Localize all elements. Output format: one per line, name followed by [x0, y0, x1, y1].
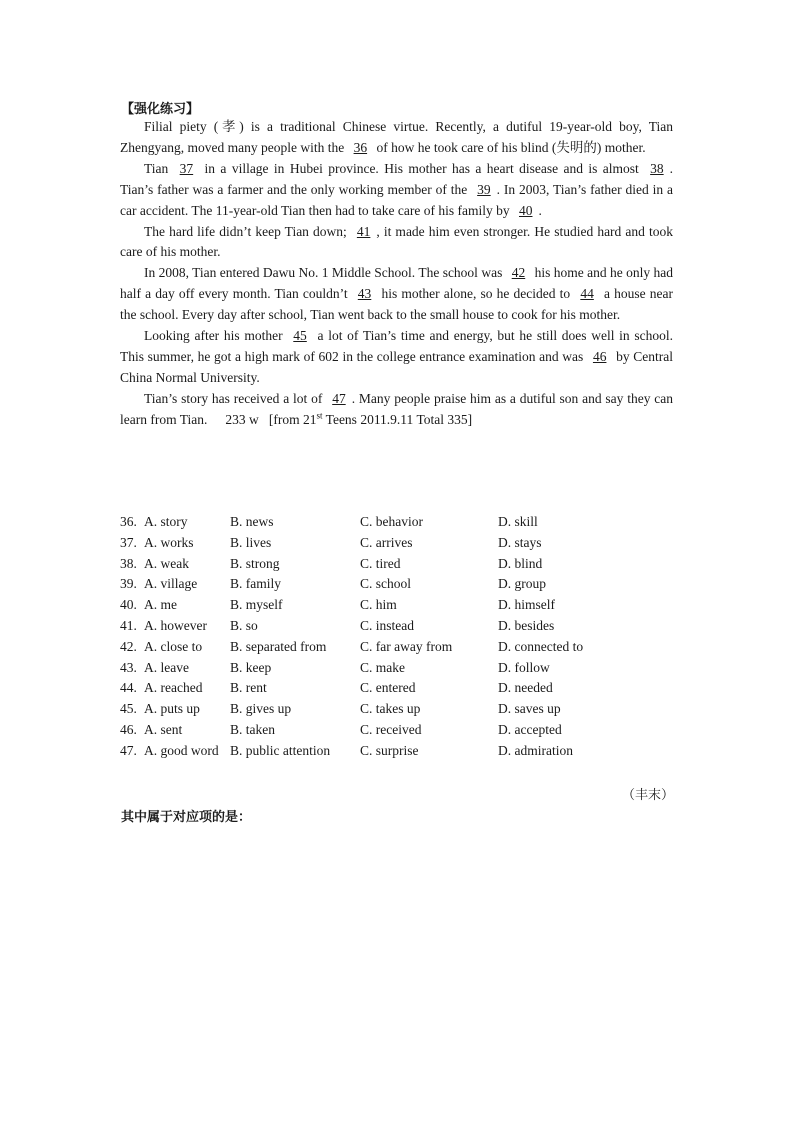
- option-a: A. works: [144, 534, 194, 550]
- option-b: B. myself: [230, 597, 283, 613]
- option-b: B. strong: [230, 555, 280, 571]
- option-d: D. skill: [498, 514, 538, 529]
- author-note: （丰末）: [622, 788, 675, 803]
- option-b: B. public attention: [230, 742, 331, 758]
- text: a house near the school. Every day after school, Tian went back to the small house to cook for his mother.: [120, 286, 673, 323]
- blank-47: 47: [332, 390, 346, 406]
- text: The hard life didn’t keep Tian down;: [144, 223, 351, 239]
- blank-37: 37: [179, 160, 194, 176]
- option-c: C. far away from: [360, 638, 453, 654]
- cloze-passage: [120, 117, 673, 431]
- source-text: Teens 2011.9.11 Total 335]: [322, 411, 473, 427]
- option-c: C. tired: [360, 555, 401, 571]
- text: of how he took care of his blind (失明的) mother.: [373, 139, 646, 155]
- option-c: C. received: [360, 721, 422, 737]
- section-title: 【强化练习】: [121, 102, 200, 117]
- word-count: 233 w: [225, 411, 259, 427]
- option-d: D. connected to: [498, 638, 584, 654]
- option-row-42: [120, 637, 680, 658]
- option-d: D. group: [498, 576, 546, 592]
- option-row-37: [120, 533, 680, 554]
- text: . In 2003, Tian’s father died in a car accident. The 11-year-old Tian then had to take care of his family by: [120, 181, 674, 218]
- option-b: B. keep: [230, 659, 272, 675]
- text: in a village in Hubei province. His mother has a heart disease and is almost: [199, 160, 645, 176]
- text: Tian’s story has received a lot of: [144, 390, 327, 406]
- text: . Tian’s father was a farmer and the only working member of the: [120, 160, 674, 197]
- text: his home and he only had half a day off every month. Tian couldn’t: [120, 265, 673, 302]
- option-c: C. behavior: [360, 514, 423, 529]
- answer-options: [120, 512, 680, 762]
- source-superscript: st: [316, 410, 323, 421]
- paragraph-4: [120, 263, 673, 326]
- blank-43: 43: [357, 286, 372, 302]
- question-number: 40.: [120, 597, 137, 613]
- paragraph-1: [120, 117, 673, 159]
- text: Looking after his mother: [144, 328, 288, 344]
- text: Tian: [144, 160, 174, 176]
- option-row-41: [120, 616, 680, 637]
- question-number: 38.: [120, 555, 137, 571]
- question-prompt: 其中属于对应项的是：: [121, 810, 252, 825]
- question-number: 46.: [120, 721, 137, 737]
- text: .: [538, 202, 542, 218]
- question-number: 43.: [120, 659, 137, 675]
- question-number: 44.: [120, 680, 137, 696]
- option-row-44: [120, 678, 680, 699]
- option-d: D. stays: [498, 534, 542, 550]
- option-row-47: [120, 741, 680, 762]
- blank-38: 38: [650, 160, 664, 176]
- option-row-46: [120, 720, 680, 741]
- blank-44: 44: [580, 286, 594, 302]
- option-c: C. entered: [360, 680, 416, 696]
- option-d: D. besides: [498, 617, 555, 633]
- option-row-43: [120, 658, 680, 679]
- option-d: D. himself: [498, 597, 555, 613]
- option-b: B. taken: [230, 721, 275, 737]
- option-c: C. make: [360, 659, 405, 675]
- option-a: A. however: [144, 617, 207, 633]
- option-b: B. lives: [230, 534, 272, 550]
- option-a: A. story: [144, 514, 188, 529]
- option-a: A. puts up: [144, 701, 200, 717]
- option-row-45: [120, 699, 680, 720]
- option-a: A. village: [144, 576, 198, 592]
- blank-40: 40: [518, 202, 533, 218]
- option-c: C. instead: [360, 617, 414, 633]
- option-b: B. family: [230, 576, 281, 592]
- option-row-38: [120, 554, 680, 575]
- option-row-39: [120, 574, 680, 595]
- question-number: 45.: [120, 701, 137, 717]
- text: a lot of Tian’s time and energy, but he still does well in school. This summer, he got a high mark of 602 in the college entrance examination and was: [120, 328, 674, 364]
- option-a: A. me: [144, 597, 177, 613]
- paragraph-2: [120, 159, 673, 222]
- blank-45: 45: [293, 328, 307, 344]
- option-d: D. blind: [498, 555, 543, 571]
- option-row-40: [120, 595, 680, 616]
- option-c: C. takes up: [360, 701, 421, 717]
- option-a: A. good word: [144, 742, 219, 758]
- source-citation: [269, 412, 472, 427]
- text: Filial piety (孝) is a traditional Chinese virtue. Recently, a dutiful 19-year-old boy, Tian Zhengyang, moved many people with the: [120, 119, 673, 155]
- question-number: 41.: [120, 617, 137, 633]
- question-number: 39.: [120, 576, 137, 592]
- option-row-36: [120, 512, 680, 533]
- option-b: B. news: [230, 514, 274, 529]
- option-d: D. needed: [498, 680, 553, 696]
- option-c: C. arrives: [360, 534, 413, 550]
- blank-42: 42: [511, 265, 526, 281]
- text: by Central China Normal University.: [120, 348, 673, 385]
- paragraph-3: [120, 222, 673, 264]
- source-text: [from 21: [268, 411, 317, 427]
- option-a: A. sent: [144, 721, 183, 737]
- text: In 2008, Tian entered Dawu No. 1 Middle School. The school was: [144, 265, 506, 281]
- option-c: C. him: [360, 597, 397, 613]
- option-c: C. school: [360, 576, 412, 592]
- text: his mother alone, so he decided to: [377, 286, 575, 302]
- blank-41: 41: [356, 223, 371, 239]
- question-number: 42.: [120, 638, 137, 654]
- blank-46: 46: [592, 348, 607, 364]
- option-a: A. close to: [144, 638, 203, 654]
- text: . Many people praise him as a dutiful son and say they can learn from Tian.: [120, 390, 674, 427]
- question-number: 47.: [120, 742, 137, 758]
- option-b: B. so: [230, 617, 258, 633]
- option-d: D. admiration: [498, 742, 573, 758]
- option-b: B. separated from: [230, 638, 327, 654]
- option-b: B. rent: [230, 680, 267, 696]
- option-a: A. weak: [144, 555, 189, 571]
- question-number: 36.: [120, 514, 137, 529]
- option-d: D. accepted: [498, 721, 562, 737]
- option-a: A. leave: [144, 659, 189, 675]
- option-d: D. follow: [498, 659, 550, 675]
- text: , it made him even stronger. He studied hard and took care of his mother.: [120, 223, 673, 260]
- option-d: D. saves up: [498, 701, 561, 717]
- blank-36: 36: [353, 139, 368, 155]
- blank-39: 39: [477, 181, 491, 197]
- option-a: A. reached: [144, 680, 203, 696]
- option-c: C. surprise: [360, 742, 419, 758]
- option-b: B. gives up: [230, 701, 292, 717]
- paragraph-6: [120, 389, 673, 431]
- question-number: 37.: [120, 534, 137, 550]
- paragraph-5: [120, 326, 673, 389]
